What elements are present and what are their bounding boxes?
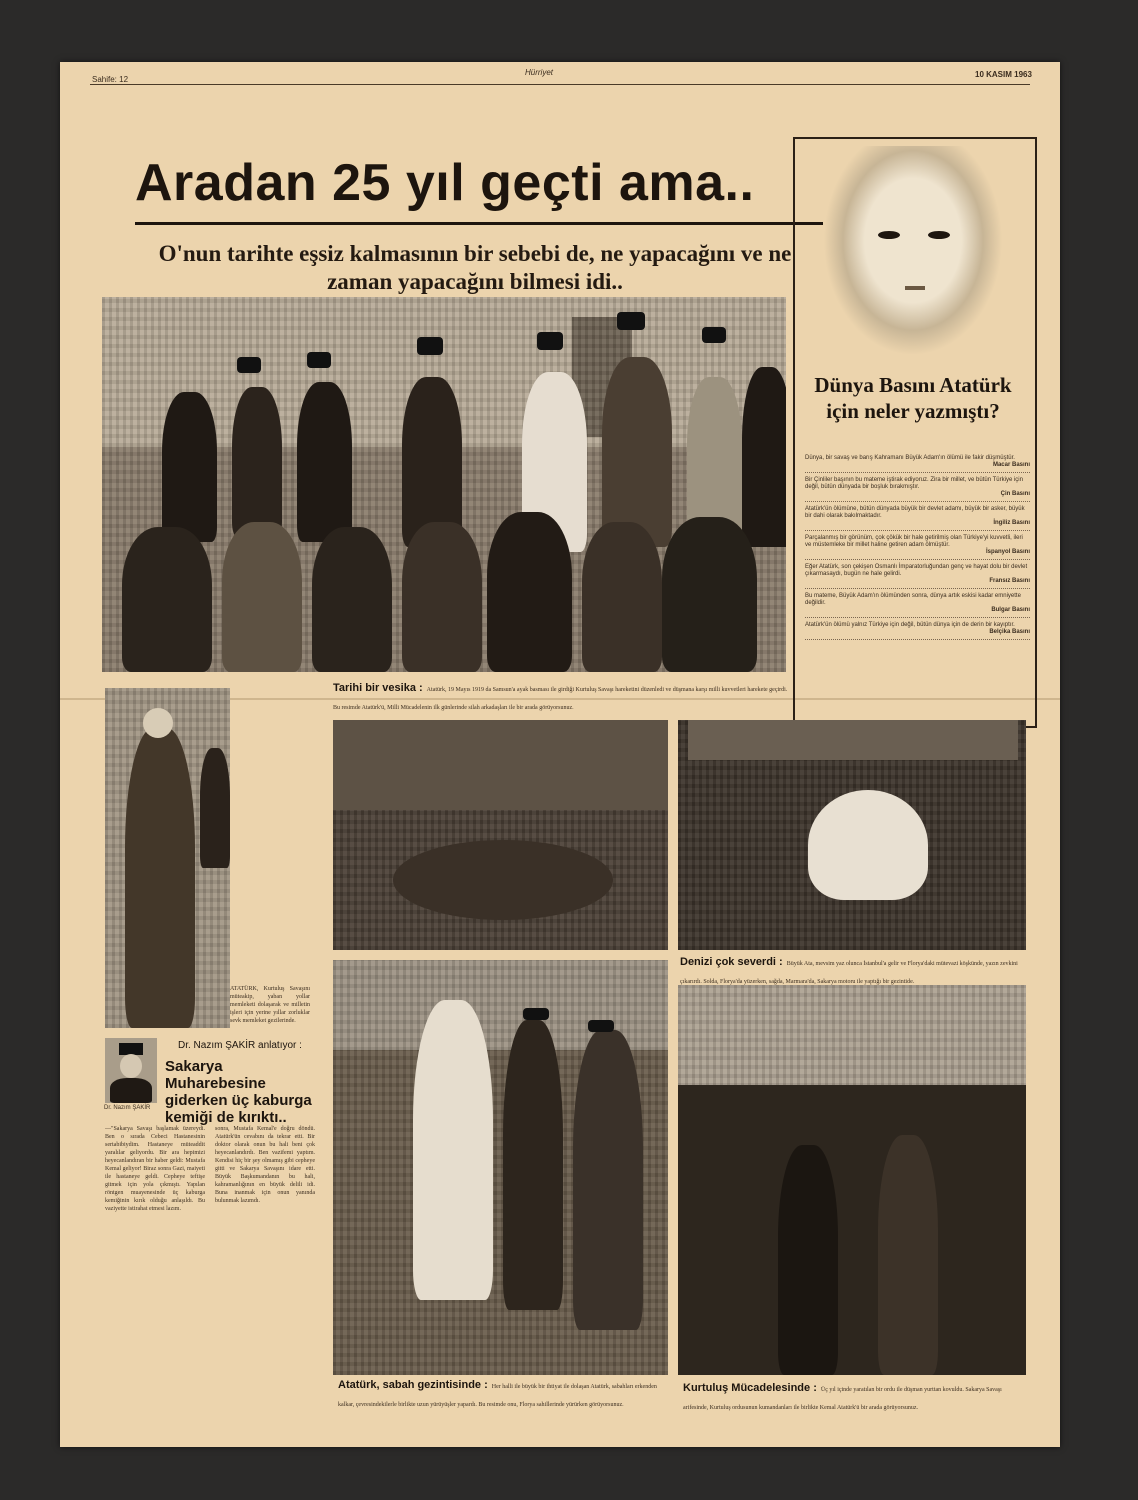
ataturk-portrait xyxy=(823,146,1003,356)
sea-photo-left xyxy=(333,720,668,950)
war-caption xyxy=(683,1378,1028,1414)
article-column-1: —"Sakarya Savaşı başlamak üzereydi. Ben o sırada Cebeci Hastanesinin sertabibiydim. Hastaneye müteaddit yaralılar geliyordu. Bir ara hepimizi heyecanlandıran bir haber geldi: Mustafa Kemal geliyor! Biraz sonra Gazi, maiyeti ile hastaneye geldi. Cepheye teftişe gitmek için yola çıkmıştı. Yapılan röntgen muayenesinde üç kaburga kemiğinin kırık olduğu anlaşıldı. Bu vaziyette istirahat etmesi lazım. xyxy=(105,1126,205,1212)
walk-caption xyxy=(338,1375,668,1411)
left-photo-caption: ATATÜRK, Kurtuluş Savaşını müteakip, yaban yollar memleketi dolaşarak ve milletin işleri için yerine yıllar zorluklar sevk memleket gezilerinde. xyxy=(230,986,310,1024)
main-photo-caption xyxy=(333,678,788,714)
headline-rule xyxy=(135,222,825,225)
press-item: Dünya, bir savaş ve barış Kahramanı Büyük Adam'ın ölümü ile fakir düşmüştür. Macar Basını xyxy=(805,455,1030,473)
caption-text: Üç yıl içinde yaratılan bir ordu ile düşman yurttan kovuldu. Sakarya Savaşı arifesinde, Kurtuluş ordusunun kumandanları ile birlikte Kemal Atatürk'ü bir arada görüyorsunuz. xyxy=(683,1387,1002,1411)
press-item: Bir Çinliler başının bu mateme iştirak ediyoruz. Zira bir millet, ve bütün Türkiye için değil, bütün dünyada bir boşluk bırakmıştır. Çin Basını xyxy=(805,477,1030,502)
author-portrait-caption: Dr. Nazım ŞAKİR xyxy=(104,1105,151,1111)
morning-walk-photo xyxy=(333,960,668,1375)
sea-photo-right xyxy=(678,720,1026,950)
masthead-rule xyxy=(90,84,1030,85)
article-byline: Dr. Nazım ŞAKİR anlatıyor : xyxy=(178,1040,302,1051)
paper-name: Hürriyet xyxy=(525,68,554,77)
main-headline: Aradan 25 yıl geçti ama.. xyxy=(135,154,755,212)
independence-war-photo xyxy=(678,985,1026,1375)
press-item: Parçalanmış bir görünüm, çok çökük bir hale getirilmiş olan Türkiye'yi kuvvetli, ileri ve müstemleke bir millet haline getiren adam ölmüştür. İspanyol Basını xyxy=(805,535,1030,560)
author-portrait xyxy=(105,1038,157,1103)
article-column-2: sonra, Mustafa Kemal'e doğru döndü. Atatürk'ün cevabını da tekrar etti. Bir doktor olarak onun bu hali beni çok heyecanlandırdı. Ben vazifemi yaptım. Kendisi hiç bir şey olmamış gibi cepheye gitti ve Sakarya Savaşını idare etti. Büyük Başkumandanın bu hali, kahramanlığının en büyük delili idi. Buna inanmak için onun yanında bulunmak lazımdı. xyxy=(215,1126,315,1204)
world-press-list xyxy=(805,455,1030,644)
caption-label: Kurtuluş Mücadelesinde : xyxy=(683,1382,817,1394)
press-item: Atatürk'ün ölümü yalnız Türkiye için değil, bütün dünya için de derin bir kayıptır. Belçika Basını xyxy=(805,622,1030,640)
caption-text: Büyük Ata, mevsim yaz olunca İstanbul'a gelir ve Florya'daki mütevazi köşkünde, yazın zevkini çıkarırdı. Solda, Florya'da yüzerken, sağda, Marmara'da, Sakarya motoru ile yaptığı bir gezintide. xyxy=(680,961,1018,985)
press-item: Eğer Atatürk, son çekişen Osmanlı İmparatorluğundan genç ve hayat dolu bir devlet çıkarmasaydı, bugün ne hale gelirdi. Fransız Basını xyxy=(805,564,1030,589)
subheadline: O'nun tarihte eşsiz kalmasının bir sebebi de, ne yapacağını ve ne zaman yapacağını bilmesi idi.. xyxy=(158,241,792,294)
ataturk-standing-photo xyxy=(105,688,230,1028)
group-photo xyxy=(102,297,786,672)
issue-date: 10 KASIM 1963 xyxy=(975,70,1032,79)
world-press-title: Dünya Basını Atatürk için neler yazmıştı? xyxy=(814,373,1012,423)
sea-caption xyxy=(680,952,1025,988)
caption-text: Atatürk, 19 Mayıs 1919 da Samsun'a ayak basması ile girdiği Kurtuluş Savaşı hareketini düzenledi ve düşmana karşı milli kuvvetleri harekete geçirdi. Bu resimde Atatürk'ü, Milli Mücadelenin ilk günlerinde silah arkadaşları ile bir arada görüyorsunuz. xyxy=(333,687,788,711)
caption-text: Her halli ile büyük bir ihtiyat ile dolaşan Atatürk, sabahları erkenden kalkar, çevresindekilerle birlikte uzun yürüyüşler yapardı. Bu resimde onu, Florya sahillerinde yürürken görüyorsunuz. xyxy=(338,1384,657,1408)
caption-label: Tarihi bir vesika : xyxy=(333,682,423,694)
page-number: Sahife: 12 xyxy=(92,75,129,84)
press-item: Atatürk'ün ölümüne, bütün dünyada büyük bir devlet adamı, büyük bir asker, büyük bir dahi olarak bakılmaktadır. İngiliz Basını xyxy=(805,506,1030,531)
press-item: Bu mateme, Büyük Adam'ın ölümünden sonra, dünya artık eskisi kadar emniyette değildir. Bulgar Basını xyxy=(805,593,1030,618)
caption-label: Atatürk, sabah gezintisinde : xyxy=(338,1379,488,1391)
article-title: Sakarya Muharebesine giderken üç kaburga kemiği de kırıktı.. xyxy=(165,1058,312,1126)
caption-label: Denizi çok severdi : xyxy=(680,956,783,968)
